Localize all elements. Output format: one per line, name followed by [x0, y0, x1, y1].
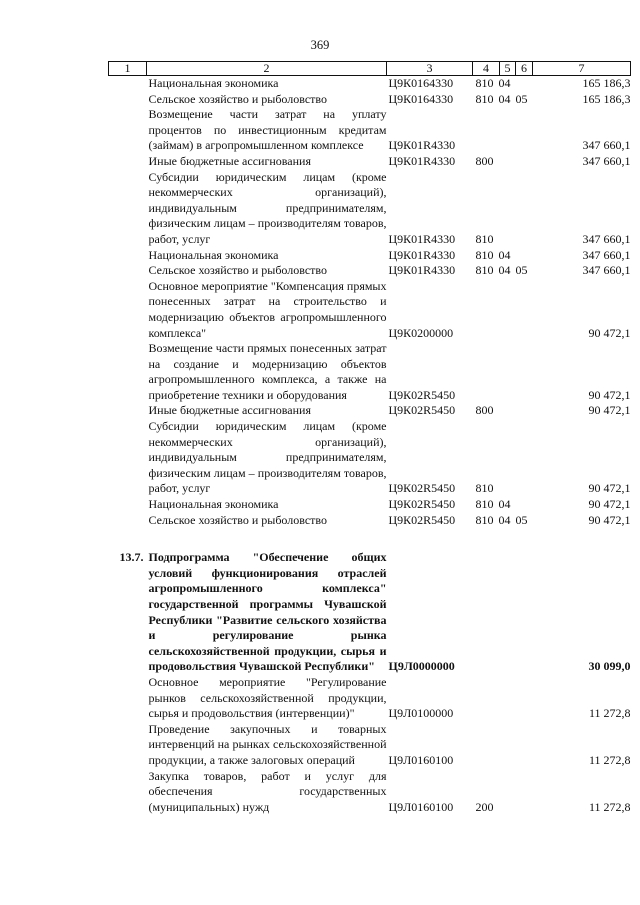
row-amount: 347 660,1	[582, 247, 631, 262]
row-target-code: Ц9К0164330	[388, 76, 454, 90]
row-amount: 90 472,1	[588, 512, 631, 527]
row-amount: 90 472,1	[588, 497, 631, 512]
table-row	[109, 263, 631, 279]
row-target-code: Ц9К0200000	[388, 325, 454, 340]
row-name-cell	[147, 248, 387, 264]
row-amount: 347 660,1	[582, 138, 631, 153]
col-header-6: 6	[516, 62, 533, 76]
row-name-cell	[147, 722, 387, 769]
row-name: Сельское хозяйство и рыболовство	[148, 263, 328, 278]
row-name-cell	[147, 76, 387, 92]
row-name-cell	[147, 403, 387, 419]
row-number	[109, 403, 147, 419]
row-name: Сельское хозяйство и рыболовство	[148, 512, 328, 527]
table-row	[109, 154, 631, 170]
col-header-4: 4	[473, 62, 500, 76]
row-classification-codes	[473, 341, 533, 403]
row-classification-codes: 810 04 05	[475, 512, 528, 527]
row-target-code: Ц9Л0000000	[388, 659, 455, 674]
col-header-7: 7	[533, 62, 631, 76]
table-row	[109, 76, 631, 92]
table-row	[109, 341, 631, 403]
table-header	[109, 62, 631, 76]
page-number: 369	[310, 38, 330, 52]
row-name: Возмещение части прямых понесенных затрат на создание и модернизацию объектов агропромышленного комплекса, а также на приобретение техники и оборудования	[148, 341, 387, 402]
row-number: 13.7.	[119, 550, 144, 565]
row-number	[109, 92, 147, 108]
row-target-code: Ц9К02R5450	[388, 481, 456, 496]
table-row	[109, 419, 631, 497]
row-name-cell	[147, 769, 387, 816]
row-name-cell	[147, 279, 387, 341]
row-number	[109, 263, 147, 279]
row-number	[109, 248, 147, 264]
row-classification-codes	[473, 279, 533, 341]
row-name-cell	[147, 263, 387, 279]
row-target-code: Ц9К01R4330	[388, 231, 456, 246]
row-name-cell	[147, 497, 387, 513]
row-classification-codes: 810	[475, 481, 494, 496]
row-classification-codes: 810 04	[475, 76, 511, 90]
col-header-2: 2	[147, 62, 387, 76]
row-target-code: Ц9К02R5450	[388, 387, 456, 402]
table-row	[109, 513, 631, 529]
row-name: Проведение закупочных и товарных интервенций на рынках сельскохозяйственной продукции, а также залоговых операций	[148, 721, 387, 767]
row-name: Подпрограмма "Обеспечение общих условий функционирования отраслей агропромышленного комплекса" государственной программы Чувашской Республики "Развитие сельского хозяйства и регулирование рынка сельскохозяйственной продукции, сырья и продовольствия Чувашской Республики"	[148, 550, 387, 674]
table-row	[109, 170, 631, 248]
row-target-code: Ц9Л0160100	[388, 752, 454, 767]
row-amount: 90 472,1	[588, 481, 631, 496]
row-target-code: Ц9Л0100000	[388, 706, 454, 721]
table-body	[109, 76, 631, 816]
row-target-code: Ц9К01R4330	[388, 247, 456, 262]
row-number	[109, 722, 147, 769]
col-header-5: 5	[500, 62, 516, 76]
table-row	[109, 279, 631, 341]
table-row	[109, 248, 631, 264]
row-amount: 90 472,1	[588, 325, 631, 340]
row-name-cell	[147, 92, 387, 108]
row-number	[109, 76, 147, 92]
row-number	[109, 497, 147, 513]
row-name-cell	[147, 513, 387, 529]
row-target-code: Ц9К02R5450	[388, 512, 456, 527]
table-row	[109, 769, 631, 816]
row-amount: 11 272,8	[588, 752, 631, 767]
row-name: Возмещение части затрат на уплату процентов по инвестиционным кредитам (займам) в агропромышленном комплексе	[148, 107, 387, 153]
table-row	[109, 92, 631, 108]
row-number	[109, 170, 147, 248]
row-classification-codes: 800	[475, 153, 494, 168]
row-name-cell	[147, 341, 387, 403]
row-name: Закупка товаров, работ и услуг для обеспечения государственных (муниципальных) нужд	[148, 768, 387, 814]
row-name: Основное мероприятие "Регулирование рынков сельскохозяйственной продукции, сырья и продовольствия (интервенции)"	[148, 674, 387, 721]
row-number	[109, 675, 147, 722]
table-row	[109, 675, 631, 722]
row-classification-codes	[473, 675, 533, 722]
row-amount: 347 660,1	[582, 263, 631, 278]
row-number	[109, 154, 147, 170]
row-amount: 11 272,8	[588, 799, 631, 814]
row-target-code: Ц9К02R5450	[388, 497, 456, 512]
row-amount: 30 099,0	[588, 659, 631, 674]
row-amount: 11 272,8	[588, 706, 631, 721]
row-name: Национальная экономика	[148, 497, 279, 512]
row-name: Субсидии юридическим лицам (кроме некоммерческих организаций), индивидуальным предпринимателям, физическим лицам – производителям товаров, работ, услуг	[148, 169, 387, 246]
table-row	[109, 107, 631, 154]
row-number	[109, 279, 147, 341]
row-target-code: Ц9К02R5450	[388, 403, 456, 418]
col-header-1: 1	[109, 62, 147, 76]
row-target-code: Ц9К0164330	[388, 91, 454, 106]
row-name: Национальная экономика	[148, 76, 279, 90]
row-number	[109, 769, 147, 816]
row-target-code: Ц9К01R4330	[388, 263, 456, 278]
row-name: Основное мероприятие "Компенсация прямых понесенных затрат на строительство и модернизацию объектов агропромышленного комплекса"	[148, 278, 387, 340]
row-amount: 90 472,1	[588, 387, 631, 402]
row-name-cell	[147, 550, 387, 675]
row-name-cell	[147, 419, 387, 497]
row-name-cell	[147, 154, 387, 170]
row-name-cell	[147, 675, 387, 722]
row-classification-codes: 810 04 05	[475, 263, 528, 278]
row-classification-codes: 810	[475, 231, 494, 246]
row-number	[109, 419, 147, 497]
row-classification-codes: 810 04	[475, 497, 511, 512]
row-target-code: Ц9К01R4330	[388, 153, 456, 168]
row-amount: 165 186,3	[582, 76, 631, 90]
row-amount: 347 660,1	[582, 153, 631, 168]
row-target-code: Ц9К01R4330	[388, 138, 456, 153]
row-number	[109, 513, 147, 529]
row-classification-codes	[473, 722, 533, 769]
row-target-code: Ц9Л0160100	[388, 799, 454, 814]
table-row	[109, 550, 631, 675]
row-number	[109, 107, 147, 154]
row-name-cell	[147, 107, 387, 154]
row-name: Сельское хозяйство и рыболовство	[148, 91, 328, 106]
row-name-cell	[147, 170, 387, 248]
row-amount: 347 660,1	[582, 231, 631, 246]
budget-table	[108, 61, 631, 815]
table-row	[109, 497, 631, 513]
row-name: Национальная экономика	[148, 247, 279, 262]
row-name: Иные бюджетные ассигнования	[148, 153, 311, 168]
table-row	[109, 403, 631, 419]
row-amount: 165 186,3	[582, 91, 631, 106]
table-row	[109, 722, 631, 769]
row-classification-codes: 200	[475, 799, 494, 814]
row-classification-codes	[473, 107, 533, 154]
row-classification-codes: 810 04	[475, 247, 511, 262]
row-spacer	[109, 528, 631, 550]
row-name: Субсидии юридическим лицам (кроме некоммерческих организаций), индивидуальным предпринимателям, физическим лицам – производителям товаров, работ, услуг	[148, 419, 387, 496]
row-classification-codes: 810 04 05	[475, 91, 528, 106]
row-classification-codes: 800	[475, 403, 494, 418]
row-number	[109, 341, 147, 403]
row-amount: 90 472,1	[588, 403, 631, 418]
row-classification-codes	[473, 550, 533, 675]
col-header-3: 3	[387, 62, 473, 76]
row-name: Иные бюджетные ассигнования	[148, 403, 311, 418]
